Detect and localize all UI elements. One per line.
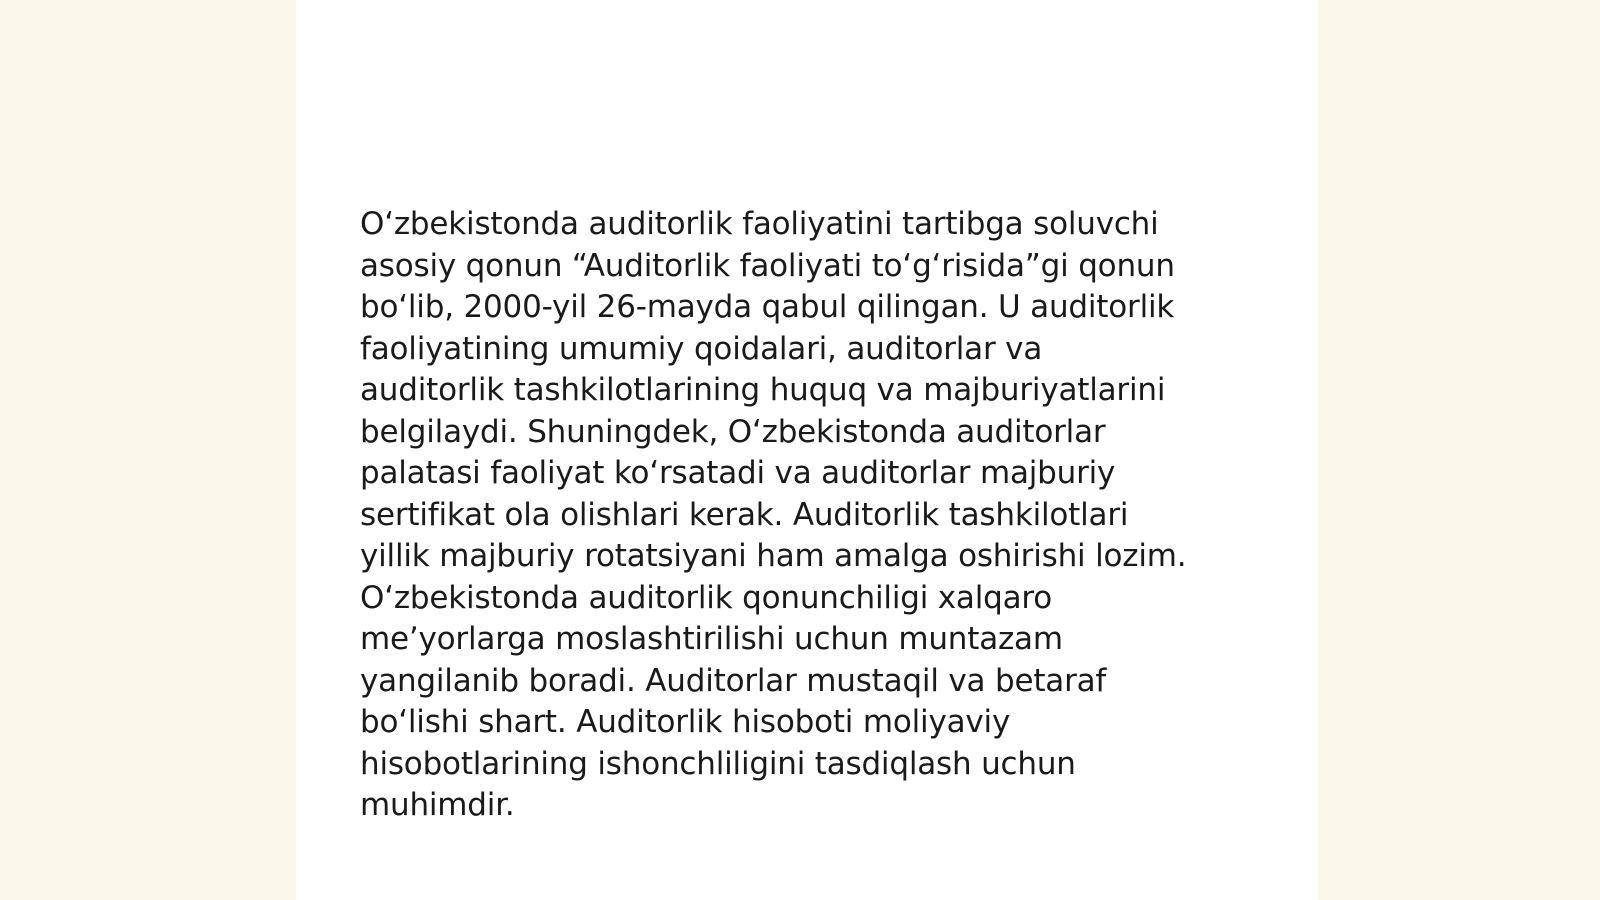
slide-body-text: O‘zbekistonda auditorlik faoliyatini tartibga soluvchi asosiy qonun “Auditorlik faoliyati to‘g‘risida”gi qonun bo‘lib, 2000-yil 26-mayda qabul qilingan. U auditorlik faoliyatining umumiy qoidalari, auditorlar va auditorlik tashkilotlarining huquq va majburiyatlarini belgilaydi. Shuningdek, O‘zbekistonda auditorlar palatasi faoliyat ko‘rsatadi va auditorlar majburiy sertifikat ola olishlari kerak. Auditorlik tashkilotlari yillik majburiy rotatsiyani ham amalga oshirishi lozim. O‘zbekistonda auditorlik qonunchiligi xalqaro me’yorlarga moslashtirilishi uchun muntazam yangilanib boradi. Auditorlar mustaqil va betaraf bo‘lishi shart. Auditorlik hisoboti moliyaviy hisobotlarining ishonchliligini tasdiqlash uchun muhimdir. xyxy=(360,206,1187,823)
slide-panel xyxy=(296,0,1318,900)
